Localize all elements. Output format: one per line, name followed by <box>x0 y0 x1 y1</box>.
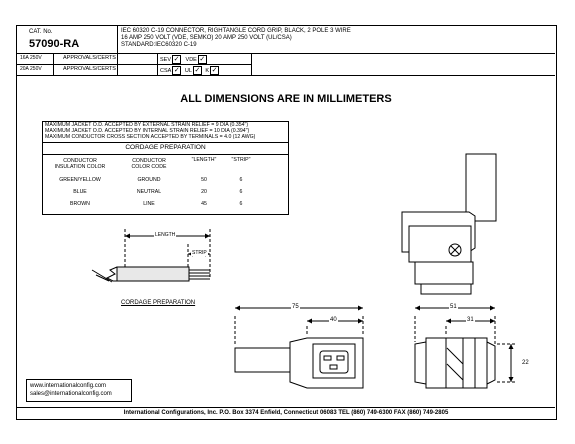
table-row-1-length: 50 <box>201 177 207 183</box>
website-link[interactable]: www.internationalconfig.com <box>30 383 107 389</box>
side-body-dimension: 31 <box>467 317 474 323</box>
k-mark: K <box>205 67 210 74</box>
note-line-3: MAXIMUM CONDUCTOR CROSS SECTION ACCEPTED BY TERMINALS = 4.0 (12 AWG) <box>45 134 256 140</box>
email-link[interactable]: sales@internationalconfig.com <box>30 391 112 397</box>
ul-check-icon: ✓ <box>194 67 201 74</box>
overall-length-dimension: 75 <box>292 304 299 310</box>
cat-number: 57090-RA <box>29 38 80 50</box>
cat-label: CAT. No. <box>29 29 53 35</box>
csa-mark: CSA <box>160 67 172 74</box>
table-row-2-color: BLUE <box>73 189 87 195</box>
note-line-1: MAXIMUM JACKET O.D. ACCEPTED BY EXTERNAL STRAIN RELIEF = 9 DIA (0.354") <box>45 122 249 128</box>
sev-check-icon: ✓ <box>173 56 180 63</box>
header-strip: "STRIP" <box>231 157 251 163</box>
footer-rule <box>17 407 555 408</box>
table-row-1-code: GROUND <box>137 177 161 183</box>
header-color-code: CONDUCTOR COLOR CODE <box>131 158 167 170</box>
height-dimension: 22 <box>522 360 529 366</box>
body-length-dimension: 40 <box>330 317 337 323</box>
approval-label-1: APPROVALS/CERTS <box>63 55 116 61</box>
strip-label: STRIP <box>192 250 207 256</box>
cordage-table-title: CORDAGE PREPARATION <box>125 144 206 151</box>
sev-mark: SEV <box>160 56 172 63</box>
table-row-3-color: BROWN <box>70 201 90 207</box>
length-label: LENGTH <box>155 232 176 238</box>
description-line-1: IEC 60320 C-19 CONNECTOR, RIGHTANGLE CORD GRIP, BLACK, 2 POLE 3 WIRE <box>121 28 351 34</box>
ul-mark: UL <box>184 67 192 74</box>
page-title: ALL DIMENSIONS ARE IN MILLIMETERS <box>180 93 392 105</box>
drawing-sheet <box>16 25 557 420</box>
description-line-2: 16 AMP 250 VOLT (VDE, SEMKO) 20 AMP 250 VOLT (UL/CSA) <box>121 35 292 41</box>
technical-drawing <box>17 26 555 418</box>
table-row-3-code: LINE <box>143 201 155 207</box>
side-view-drawing <box>402 154 496 294</box>
table-row-3-strip: 6 <box>239 201 243 207</box>
front-view-drawing <box>235 308 363 388</box>
contact-box <box>26 379 132 402</box>
table-row-1-strip: 6 <box>239 177 243 183</box>
vde-check-icon: ✓ <box>199 56 206 63</box>
description-line-3: STANDARD:IEC60320 C-19 <box>121 42 197 48</box>
table-row-3-length: 45 <box>201 201 207 207</box>
footer-address: International Configurations, Inc. P.O. Box 3374 Enfield, Connecticut 06083 TEL (860) 749-6300 FAX (860) 749-2805 <box>123 410 449 416</box>
note-line-2: MAXIMUM JACKET O.D. ACCEPTED BY INTERNAL STRAIN RELIEF = 10 DIA (0.394") <box>45 128 250 134</box>
header-length: "LENGTH" <box>191 157 217 163</box>
approval-label-2: APPROVALS/CERTS <box>63 66 116 72</box>
table-row-1-color: GREEN/YELLOW <box>59 177 101 183</box>
cordage-diagram-caption: CORDAGE PREPARATION <box>121 300 196 306</box>
vde-mark: VDE <box>185 56 197 63</box>
approval-rating-2: 20A 250V <box>20 66 42 72</box>
table-row-2-strip: 6 <box>239 189 243 195</box>
csa-check-icon: ✓ <box>173 67 180 74</box>
k-check-icon: ✓ <box>211 67 218 74</box>
approval-rating-1: 16A 250V <box>20 55 42 61</box>
header-insulation-color: CONDUCTOR INSULATION COLOR <box>54 158 106 170</box>
table-row-2-length: 20 <box>201 189 207 195</box>
side-overall-dimension: 51 <box>450 304 457 310</box>
table-row-2-code: NEUTRAL <box>136 189 162 195</box>
